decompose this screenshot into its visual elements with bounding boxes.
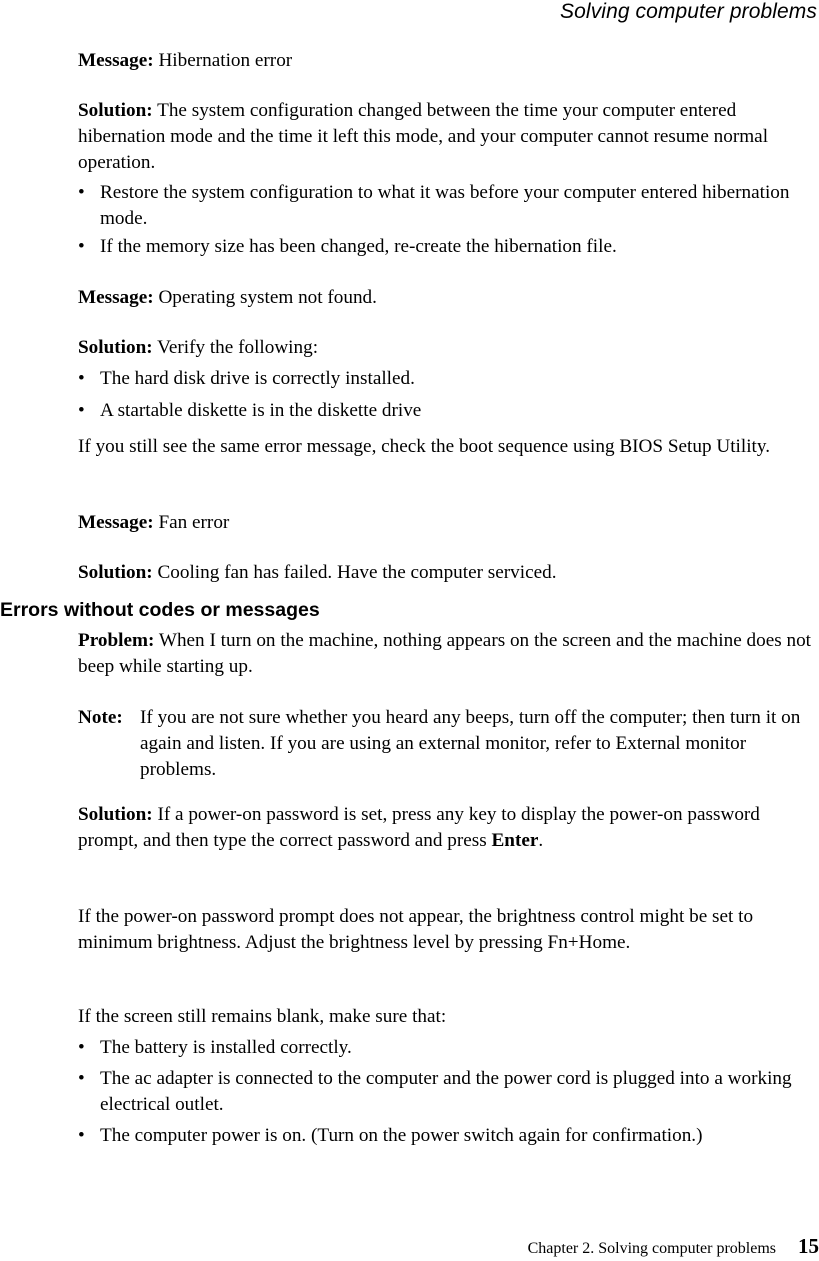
message-os-not-found [78,285,816,311]
solution-os-not-found [78,335,816,361]
message-text: Hibernation error [153,50,293,71]
message-text: Fan error [153,512,230,533]
message-label: Message: [78,50,154,71]
list-item-text: Restore the system configuration to what it was before your computer entered hibernation mode. [100,182,790,229]
solution-text: The system configuration changed between the time your computer entered hibernation mode and the time it left this mode, and your computer cannot resume normal operation. [78,100,769,173]
message-text: Operating system not found. [153,287,377,308]
boot-sequence-paragraph: If you still see the same error message, check the boot sequence using BIOS Setup Utility. [78,436,771,457]
problem-paragraph [78,628,816,680]
bullet-mark: • [78,182,85,203]
note-label: Note: [78,707,123,728]
bullet-mark: • [78,400,85,421]
problem-text: When I turn on the machine, nothing appears on the screen and the machine does not beep while starting up. [78,630,812,677]
list-item-text: A startable diskette is in the diskette drive [100,400,422,421]
list-item-text: The ac adapter is connected to the computer and the power cord is plugged into a working electrical outlet. [100,1068,792,1115]
solution-label: Solution: [78,100,153,121]
note-text: If you are not sure whether you heard any beeps, turn off the computer; then turn it on again and listen. If you are using an external monitor, refer to External monitor problems. [140,707,801,780]
solution-label: Solution: [78,804,153,825]
solution-end: . [538,830,544,851]
solution-blank-screen [78,802,816,854]
bullet-mark: • [78,1037,85,1058]
brightness-paragraph: If the power-on password prompt does not appear, the brightness control might be set to minimum brightness. Adjust the brightness level by pressing Fn+Home. [78,906,754,953]
page-number: 15 [798,1234,819,1258]
solution-label: Solution: [78,562,153,583]
footer-chapter: Chapter 2. Solving computer problems [527,1240,776,1257]
message-hibernation [78,48,816,74]
solution-text: If a power-on password is set, press any key to display the power-on password prompt, and then type the correct password and press [78,804,760,851]
list-item-text: The hard disk drive is correctly installed. [100,368,415,389]
bullet-mark: • [78,1125,85,1146]
list-item-text: If the memory size has been changed, re-create the hibernation file. [100,236,617,257]
blank-screen-paragraph: If the screen still remains blank, make sure that: [78,1006,447,1027]
solution-text: Verify the following: [152,337,319,358]
section-heading: Errors without codes or messages [0,599,320,621]
solution-fan-error [78,560,816,586]
running-header: Solving computer problems [560,0,817,23]
bullet-mark: • [78,236,85,257]
bullet-mark: • [78,368,85,389]
message-fan-error [78,510,816,536]
message-label: Message: [78,287,154,308]
solution-label: Solution: [78,337,153,358]
solution-text: Cooling fan has failed. Have the computer serviced. [152,562,557,583]
bullet-mark: • [78,1068,85,1089]
list-item-text: The computer power is on. (Turn on the power switch again for confirmation.) [100,1125,703,1146]
list-item-text: The battery is installed correctly. [100,1037,352,1058]
enter-key-label: Enter [491,830,539,851]
solution-hibernation [78,98,816,176]
problem-label: Problem: [78,630,155,651]
message-label: Message: [78,512,154,533]
